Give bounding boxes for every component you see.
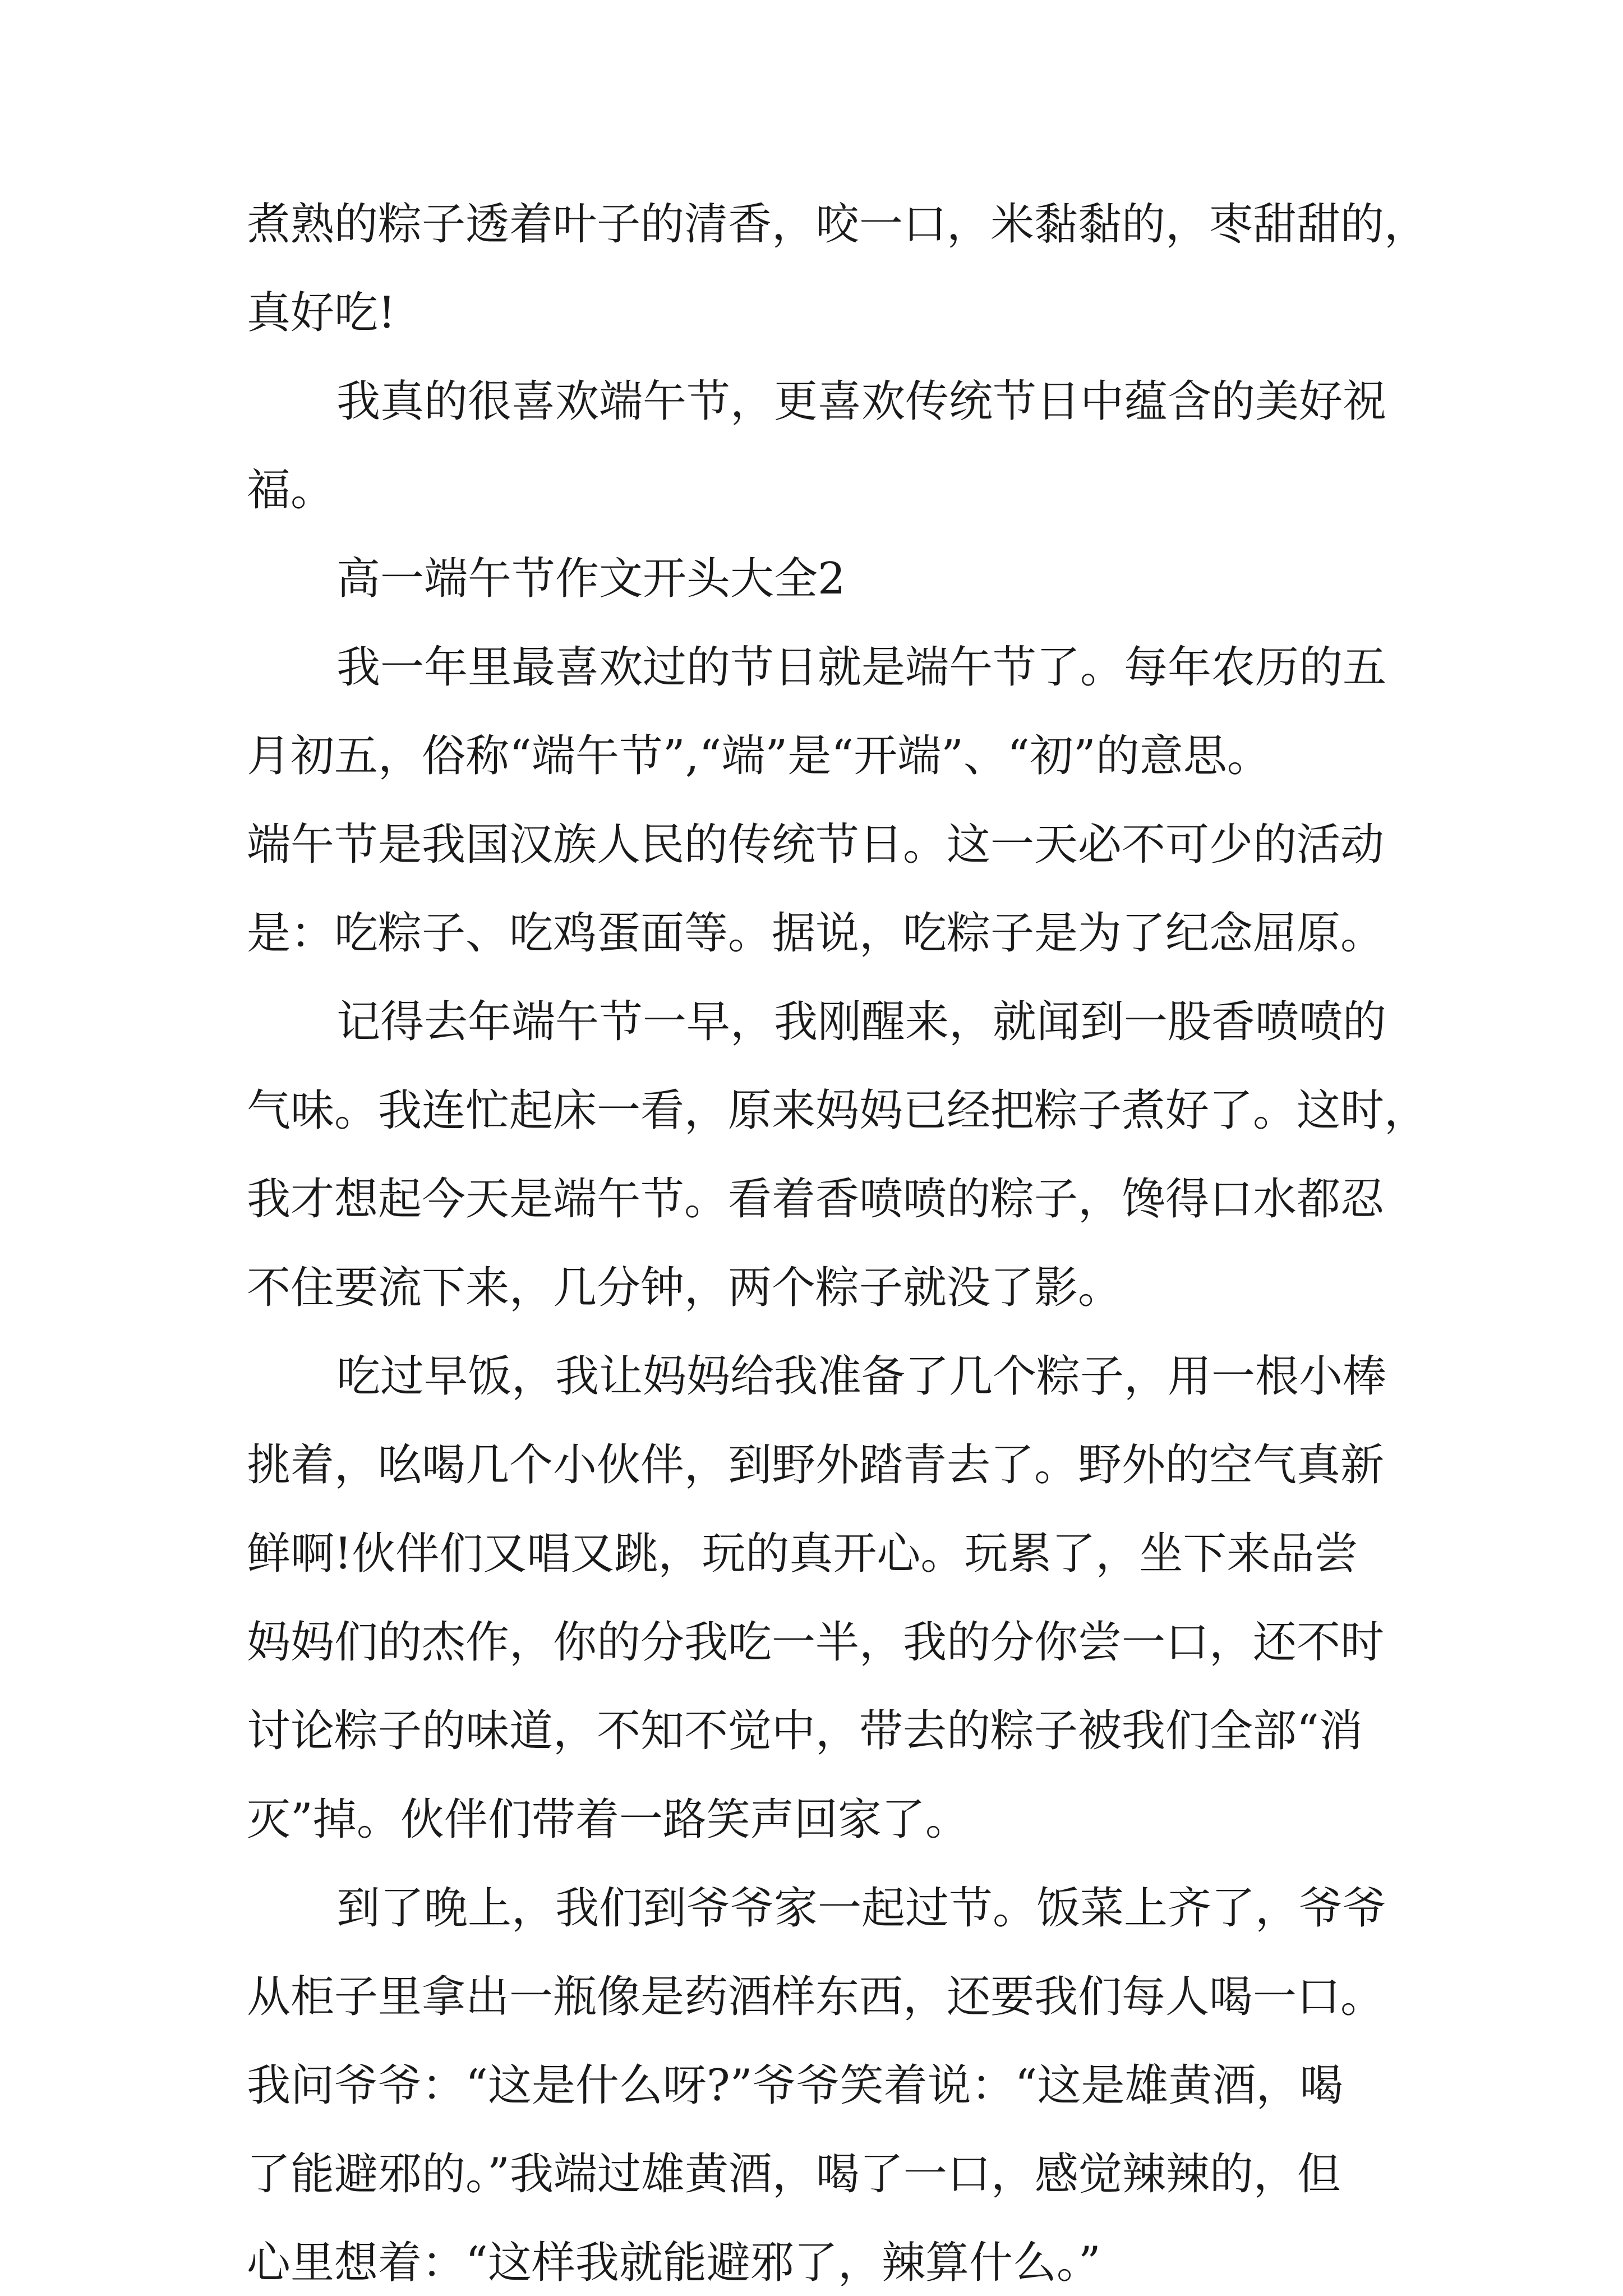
section-heading: 高一端午节作文开头大全2 — [336, 554, 846, 604]
text-line: 端午节是我国汉族人民的传统节日。这一天必不可少的活动 — [247, 820, 1385, 870]
text-line: 我才想起今天是端午节。看着香喷喷的粽子，馋得口水都忍 — [247, 1174, 1385, 1225]
text-line: 心里想着：“这样我就能避邪了，辣算什么。” — [247, 2238, 1101, 2288]
text-line: 福。 — [247, 465, 335, 516]
text-line: 从柜子里拿出一瓶像是药酒样东西，还要我们每人喝一口。 — [247, 1972, 1385, 2022]
text-line: 我真的很喜欢端午节，更喜欢传统节日中蕴含的美好祝 — [336, 376, 1387, 427]
text-line: 我问爷爷：“这是什么呀?”爷爷笑着说：“这是雄黄酒，喝 — [247, 2060, 1344, 2111]
text-line: 是：吃粽子、吃鸡蛋面等。据说，吃粽子是为了纪念屈原。 — [247, 908, 1385, 959]
text-line: 讨论粽子的味道，不知不觉中，带去的粽子被我们全部“消 — [247, 1706, 1363, 1756]
text-line: 灭”掉。伙伴们带着一路笑声回家了。 — [247, 1795, 969, 1845]
text-line: 鲜啊!伙伴们又唱又跳，玩的真开心。玩累了，坐下来品尝 — [247, 1529, 1358, 1579]
text-line: 不住要流下来，几分钟，两个粽子就没了影。 — [247, 1263, 1122, 1313]
text-line: 记得去年端午节一早，我刚醒来，就闻到一股香喷喷的 — [336, 997, 1387, 1047]
text-line: 到了晚上，我们到爷爷家一起过节。饭菜上齐了，爷爷 — [336, 1883, 1387, 1934]
text-line: 吃过早饭，我让妈妈给我准备了几个粽子，用一根小棒 — [336, 1351, 1387, 1402]
text-line: 我一年里最喜欢过的节日就是端午节了。每年农历的五 — [336, 642, 1387, 693]
text-line: 气味。我连忙起床一看，原来妈妈已经把粽子煮好了。这时， — [247, 1085, 1428, 1136]
text-line: 妈妈们的杰作，你的分我吃一半，我的分你尝一口，还不时 — [247, 1617, 1385, 1668]
text-line: 了能避邪的。”我端过雄黄酒，喝了一口，感觉辣辣的，但 — [247, 2149, 1341, 2200]
text-line: 挑着，吆喝几个小伙伴，到野外踏青去了。野外的空气真新 — [247, 1440, 1385, 1490]
text-line: 月初五，俗称“端午节”,“端”是“开端”、“初”的意思。 — [247, 731, 1271, 781]
text-line: 真好吃! — [247, 288, 396, 338]
text-line: 煮熟的粽子透着叶子的清香，咬一口，米黏黏的，枣甜甜的， — [247, 199, 1428, 250]
